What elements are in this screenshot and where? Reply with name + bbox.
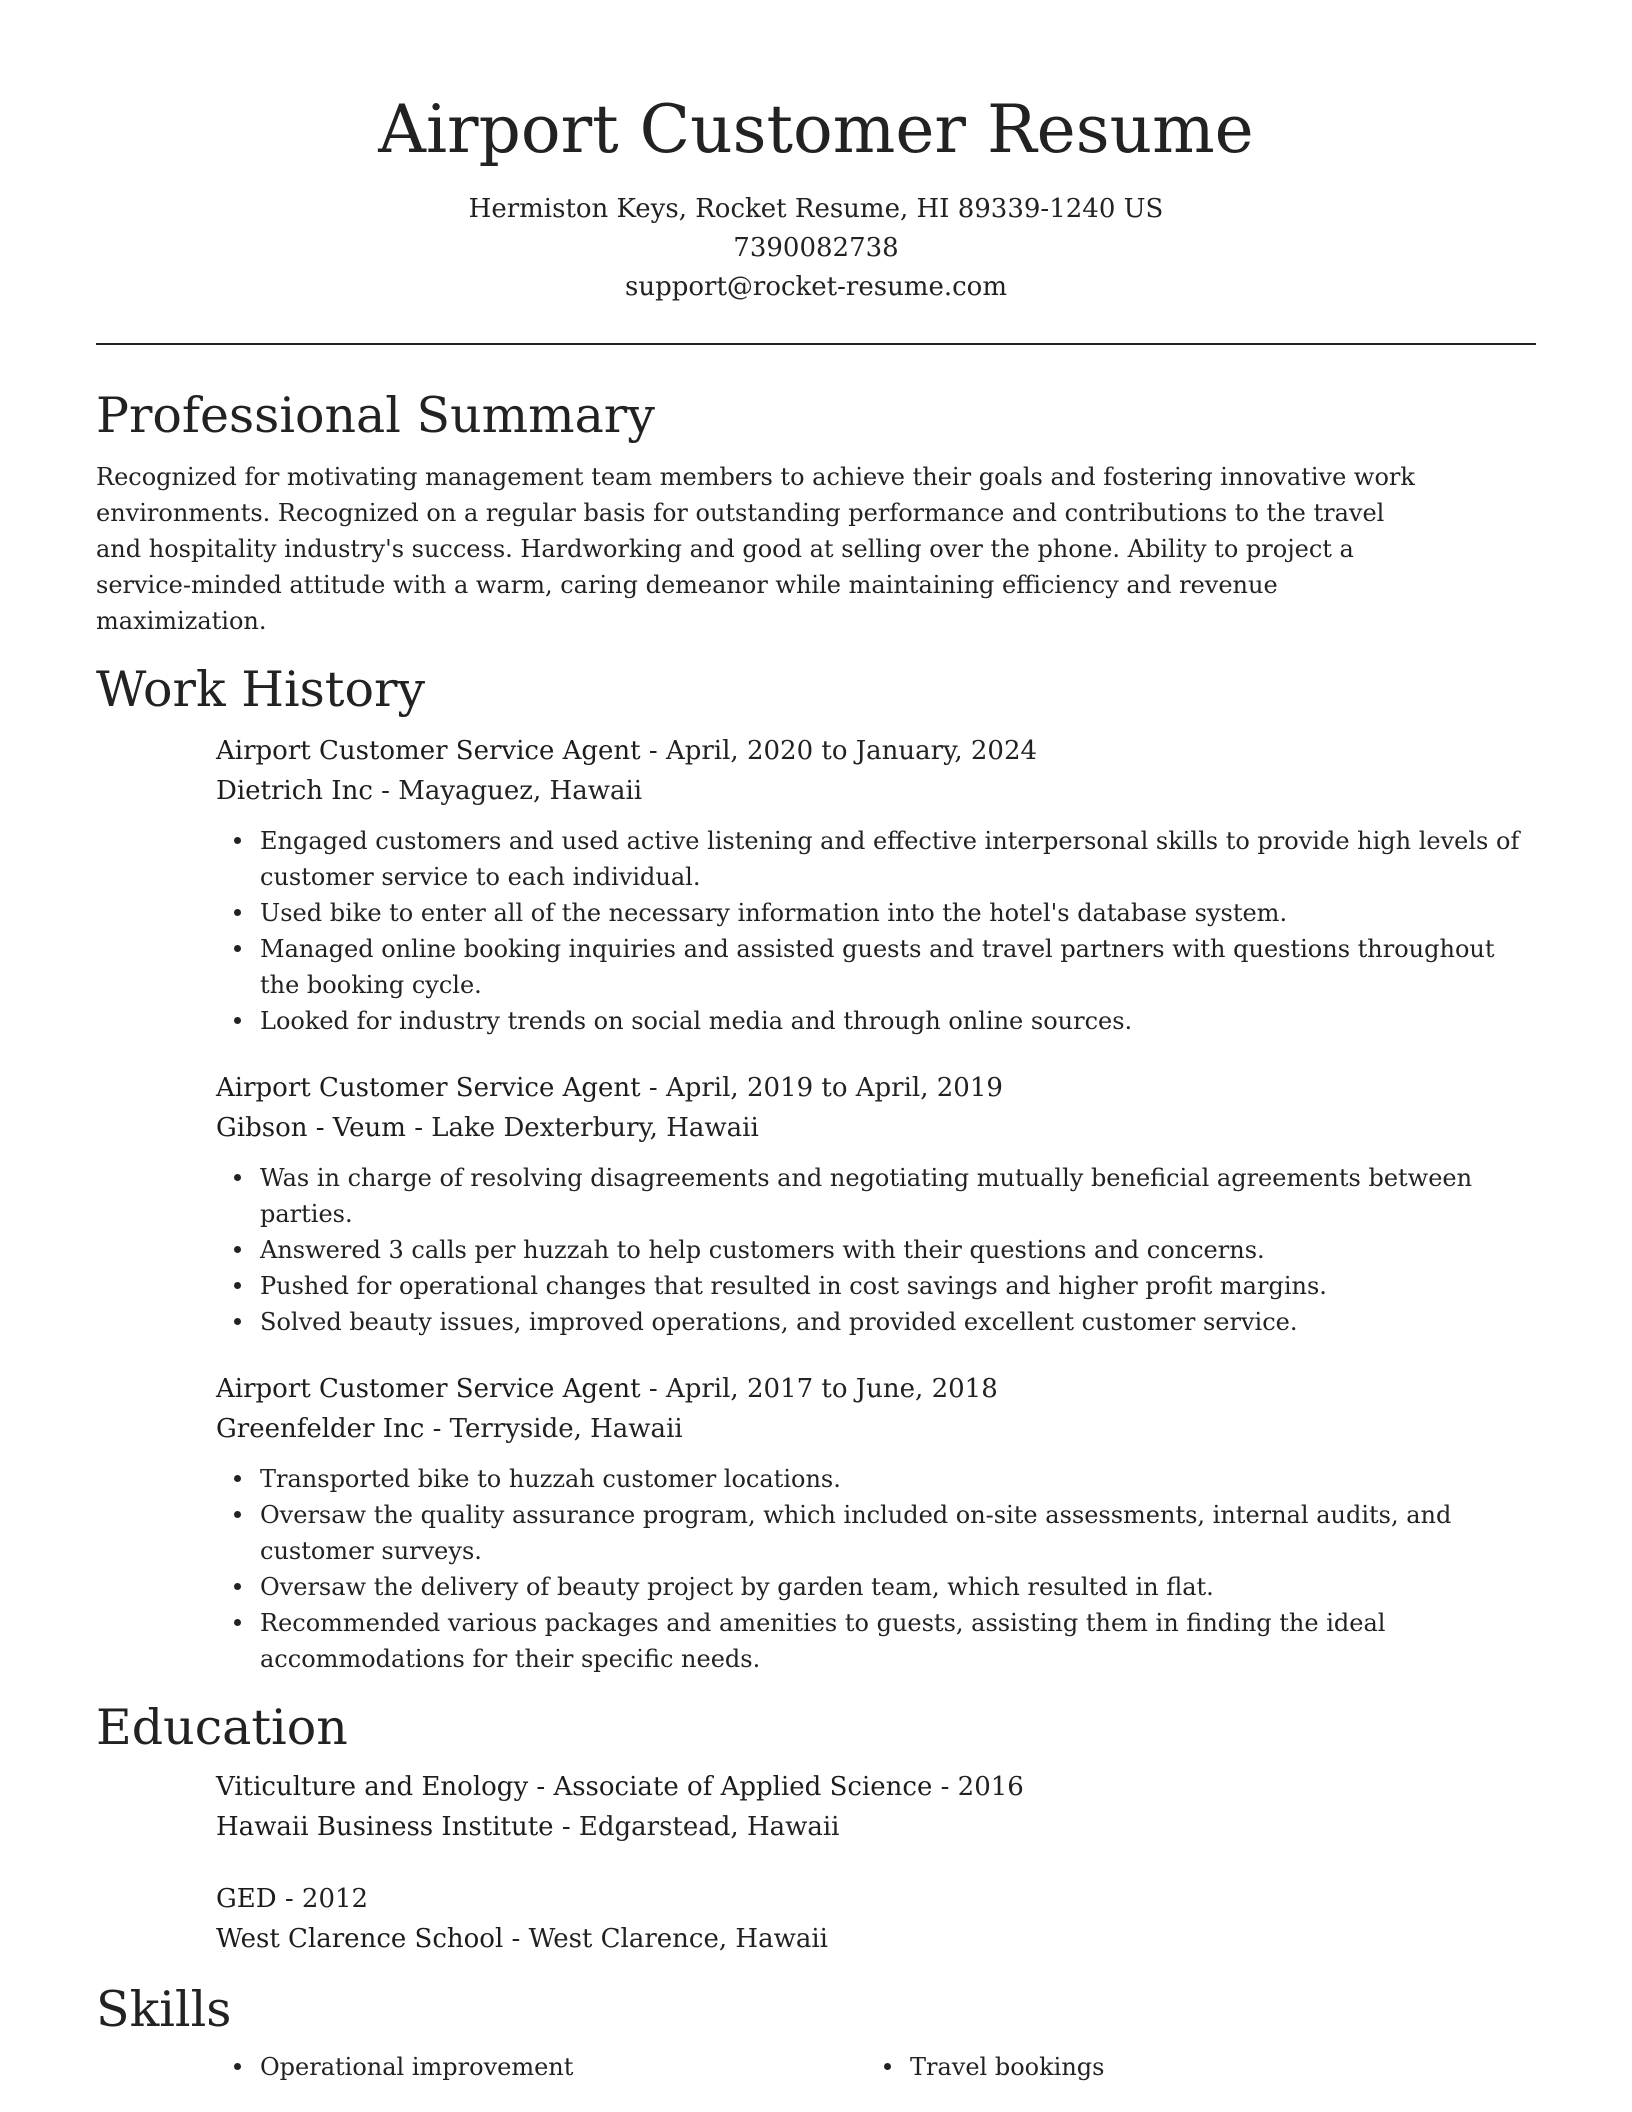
education-entry <box>216 1767 1536 1847</box>
job-bullet: Recommended various packages and amenities to guests, assisting them in finding the ideal accommodations for their specific needs. <box>260 1605 1536 1677</box>
job-location: - Lake Dexterbury, Hawaii <box>405 1113 759 1143</box>
job-location: - Terryside, Hawaii <box>424 1414 683 1444</box>
summary-heading: Professional Summary <box>96 387 655 444</box>
job-entry <box>216 1369 1536 1677</box>
resume-header <box>96 0 1536 307</box>
education-school: West Clarence School <box>216 1924 504 1954</box>
job-bullet: Managed online booking inquiries and assisted guests and travel partners with questions throughout the booking cycle. <box>260 931 1536 1003</box>
job-title-line <box>216 731 1536 771</box>
job-location: - Mayaguez, Hawaii <box>372 776 643 806</box>
job-bullet: Engaged customers and used active listening and effective interpersonal skills to provide high levels of customer service to each individual. <box>260 823 1536 895</box>
job-bullets <box>216 823 1536 1039</box>
contact-phone: 7390082738 <box>733 233 899 263</box>
contact-address: Hermiston Keys, Rocket Resume, HI 89339-1240 US <box>468 194 1164 224</box>
education-school-line <box>216 1807 1536 1847</box>
job-bullet: Pushed for operational changes that resulted in cost savings and higher profit margins. <box>260 1268 1536 1304</box>
education-program: Viticulture and Enology - Associate of Applied Science <box>216 1772 933 1802</box>
education-program: GED <box>216 1884 277 1914</box>
job-role: Airport Customer Service Agent <box>216 1374 641 1404</box>
education-year: - 2012 <box>276 1884 369 1914</box>
education-location: - Edgarstead, Hawaii <box>553 1812 840 1842</box>
job-bullet: Oversaw the quality assurance program, which included on-site assessments, internal audits, and customer surveys. <box>260 1497 1536 1569</box>
job-company: Dietrich Inc <box>216 776 373 806</box>
education-section <box>96 1695 1536 1959</box>
job-entry <box>216 1068 1536 1340</box>
job-bullets <box>216 1461 1536 1677</box>
job-bullet: Looked for industry trends on social media and through online sources. <box>260 1003 1536 1039</box>
job-role: Airport Customer Service Agent <box>216 736 641 766</box>
job-title-line <box>216 1068 1536 1108</box>
resume-page <box>96 0 1536 2085</box>
header-divider <box>96 343 1536 345</box>
contact-email: support@rocket-resume.com <box>624 272 1007 302</box>
job-company-line <box>216 771 1536 811</box>
job-dates: - April, 2020 to January, 2024 <box>640 736 1038 766</box>
resume-title: Airport Customer Resume <box>378 91 1254 168</box>
job-company: Gibson - Veum <box>216 1113 406 1143</box>
work-history-section <box>96 657 1536 1677</box>
work-history-heading: Work History <box>96 661 426 718</box>
job-bullet: Used bike to enter all of the necessary information into the hotel's database system. <box>260 895 1536 931</box>
education-location: - West Clarence, Hawaii <box>503 1924 828 1954</box>
summary-section <box>96 383 1536 639</box>
skills-section <box>96 1977 1536 2085</box>
education-program-line <box>216 1767 1536 1807</box>
skills-list-left <box>216 2049 866 2085</box>
education-school-line <box>216 1919 1536 1959</box>
summary-text: Recognized for motivating management team members to achieve their goals and fostering innovative work environments. Recognized on a regular basis for outstanding performance and contributions to the travel and hospitality industry's success. Hardworking and good at selling over the phone. Ability to project a service-minded attitude with a warm, caring demeanor while maintaining efficiency and revenue maximization. <box>96 463 1415 635</box>
job-bullet: Was in charge of resolving disagreements and negotiating mutually beneficial agreements between parties. <box>260 1160 1536 1232</box>
skills-column-right <box>866 2049 1516 2085</box>
job-bullet: Transported bike to huzzah customer locations. <box>260 1461 1536 1497</box>
skill-item: Travel bookings <box>910 2049 1516 2085</box>
education-entry <box>216 1879 1536 1959</box>
skills-list-right <box>866 2049 1516 2085</box>
job-bullet: Answered 3 calls per huzzah to help customers with their questions and concerns. <box>260 1232 1536 1268</box>
skill-item: Operational improvement <box>260 2049 866 2085</box>
skills-column-left <box>216 2049 866 2085</box>
job-title-line <box>216 1369 1536 1409</box>
education-heading: Education <box>96 1699 348 1756</box>
job-dates: - April, 2019 to April, 2019 <box>640 1073 1003 1103</box>
job-bullet: Solved beauty issues, improved operations, and provided excellent customer service. <box>260 1304 1536 1340</box>
job-company-line <box>216 1409 1536 1449</box>
job-company-line <box>216 1108 1536 1148</box>
job-company: Greenfelder Inc <box>216 1414 425 1444</box>
job-entry <box>216 731 1536 1039</box>
job-role: Airport Customer Service Agent <box>216 1073 641 1103</box>
skills-grid <box>216 2049 1536 2085</box>
education-year: - 2016 <box>932 1772 1024 1802</box>
job-bullets <box>216 1160 1536 1340</box>
contact-block <box>96 190 1536 307</box>
education-program-line <box>216 1879 1536 1919</box>
job-bullet: Oversaw the delivery of beauty project by garden team, which resulted in flat. <box>260 1569 1536 1605</box>
job-dates: - April, 2017 to June, 2018 <box>640 1374 998 1404</box>
skills-heading: Skills <box>96 1981 232 2038</box>
education-school: Hawaii Business Institute <box>216 1812 554 1842</box>
